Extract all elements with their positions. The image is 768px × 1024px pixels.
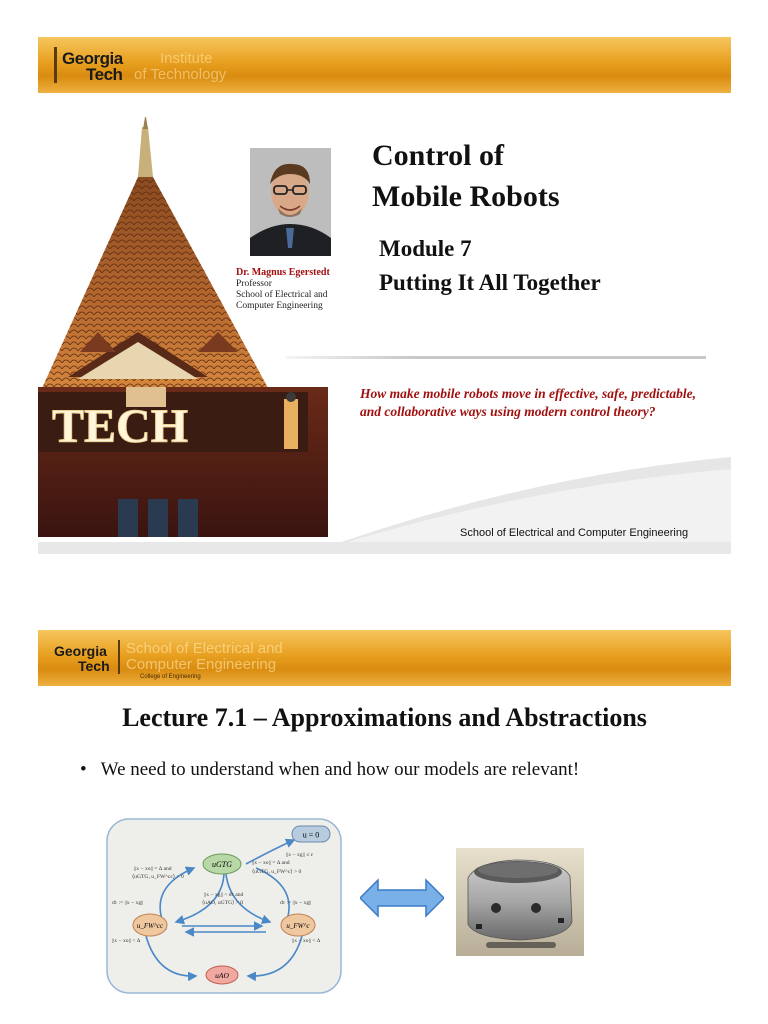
label-cond-top-right: ||x − xo|| = Δ and <box>252 860 290 866</box>
logo-text-college: College of Engineering <box>140 674 201 680</box>
logo-text-computer-engineering: Computer Engineering <box>126 656 277 673</box>
professor-name: Dr. Magnus Egerstedt <box>236 267 330 278</box>
ece-logo <box>54 638 354 682</box>
module-subtitle: Putting It All Together <box>379 270 601 295</box>
logo-text-georgia: Georgia <box>54 643 107 659</box>
logo-text-tech: Tech <box>78 658 110 674</box>
label-lt-right: ||x − xo|| < Δ <box>292 938 321 944</box>
label-cond-top-left: ||x − xo|| = Δ and <box>134 866 172 872</box>
professor-dept-line2: Computer Engineering <box>236 301 323 311</box>
header-banner <box>38 630 731 686</box>
label-lt-left: ||x − xo|| < Δ <box>112 938 141 944</box>
state-u0: u = 0 <box>302 830 320 840</box>
state-fw-c: u_FW^c <box>286 922 310 930</box>
course-question: How make mobile robots move in effective, safe, predictable, and collaborative ways using modern control theory? <box>360 386 697 419</box>
course-title-line1: Control of <box>372 139 504 172</box>
double-arrow-icon <box>360 878 444 918</box>
label-d-right: dτ := ||x − xg|| <box>280 900 312 906</box>
bullet-text: We need to understand when and how our models are relevant! <box>100 759 580 780</box>
label-cond-mid: ||x − xg|| < dτ and <box>204 892 244 898</box>
hybrid-automaton-diagram <box>106 818 342 994</box>
lecture-title: Lecture 7.1 – Approximations and Abstractions <box>122 703 647 732</box>
lecture-slide <box>38 630 731 1010</box>
course-title-line2: Mobile Robots <box>372 180 560 213</box>
label-cond-mid2: ⟨uAO, uGTG⟩ > 0 <box>202 900 244 906</box>
divider-line <box>286 356 706 359</box>
module-number: Module 7 <box>379 236 472 261</box>
label-cond-top-right2: ⟨uGTG, u_FW^c⟩ > 0 <box>252 869 302 875</box>
professor-role: Professor <box>236 279 272 289</box>
logo-text-school: School of Electrical and <box>126 640 283 657</box>
professor-dept-line1: School of Electrical and <box>236 290 328 300</box>
logo-divider <box>54 47 57 83</box>
bullet-dot: • <box>80 759 87 780</box>
logo-text-georgia: Georgia <box>62 49 123 68</box>
professor-photo <box>250 148 331 256</box>
professor-portrait <box>250 148 331 256</box>
state-gtg: uGTG <box>211 860 233 869</box>
logo-text-institute: Institute <box>160 50 213 67</box>
logo-divider <box>118 640 120 674</box>
label-cond-goal: ||x − xg|| ≤ ε <box>286 852 314 858</box>
label-d-left: dτ := ||x − xg|| <box>112 900 144 906</box>
title-slide <box>38 37 731 554</box>
state-fw-cc: u_FW^cc <box>136 922 164 930</box>
footer-school-name: School of Electrical and Computer Engineering <box>460 527 689 539</box>
label-cond-top-left2: ⟨uGTG, u_FW^cc⟩ > 0 <box>132 874 184 880</box>
tech-sign: TECH <box>52 400 189 453</box>
state-ao: uAO <box>215 971 229 980</box>
bullet-item <box>80 759 579 781</box>
logo-text-tech: Tech <box>86 65 123 84</box>
logo-text-of-technology: of Technology <box>134 66 227 83</box>
khepera-robot-photo <box>456 848 584 956</box>
header-banner <box>38 37 731 93</box>
